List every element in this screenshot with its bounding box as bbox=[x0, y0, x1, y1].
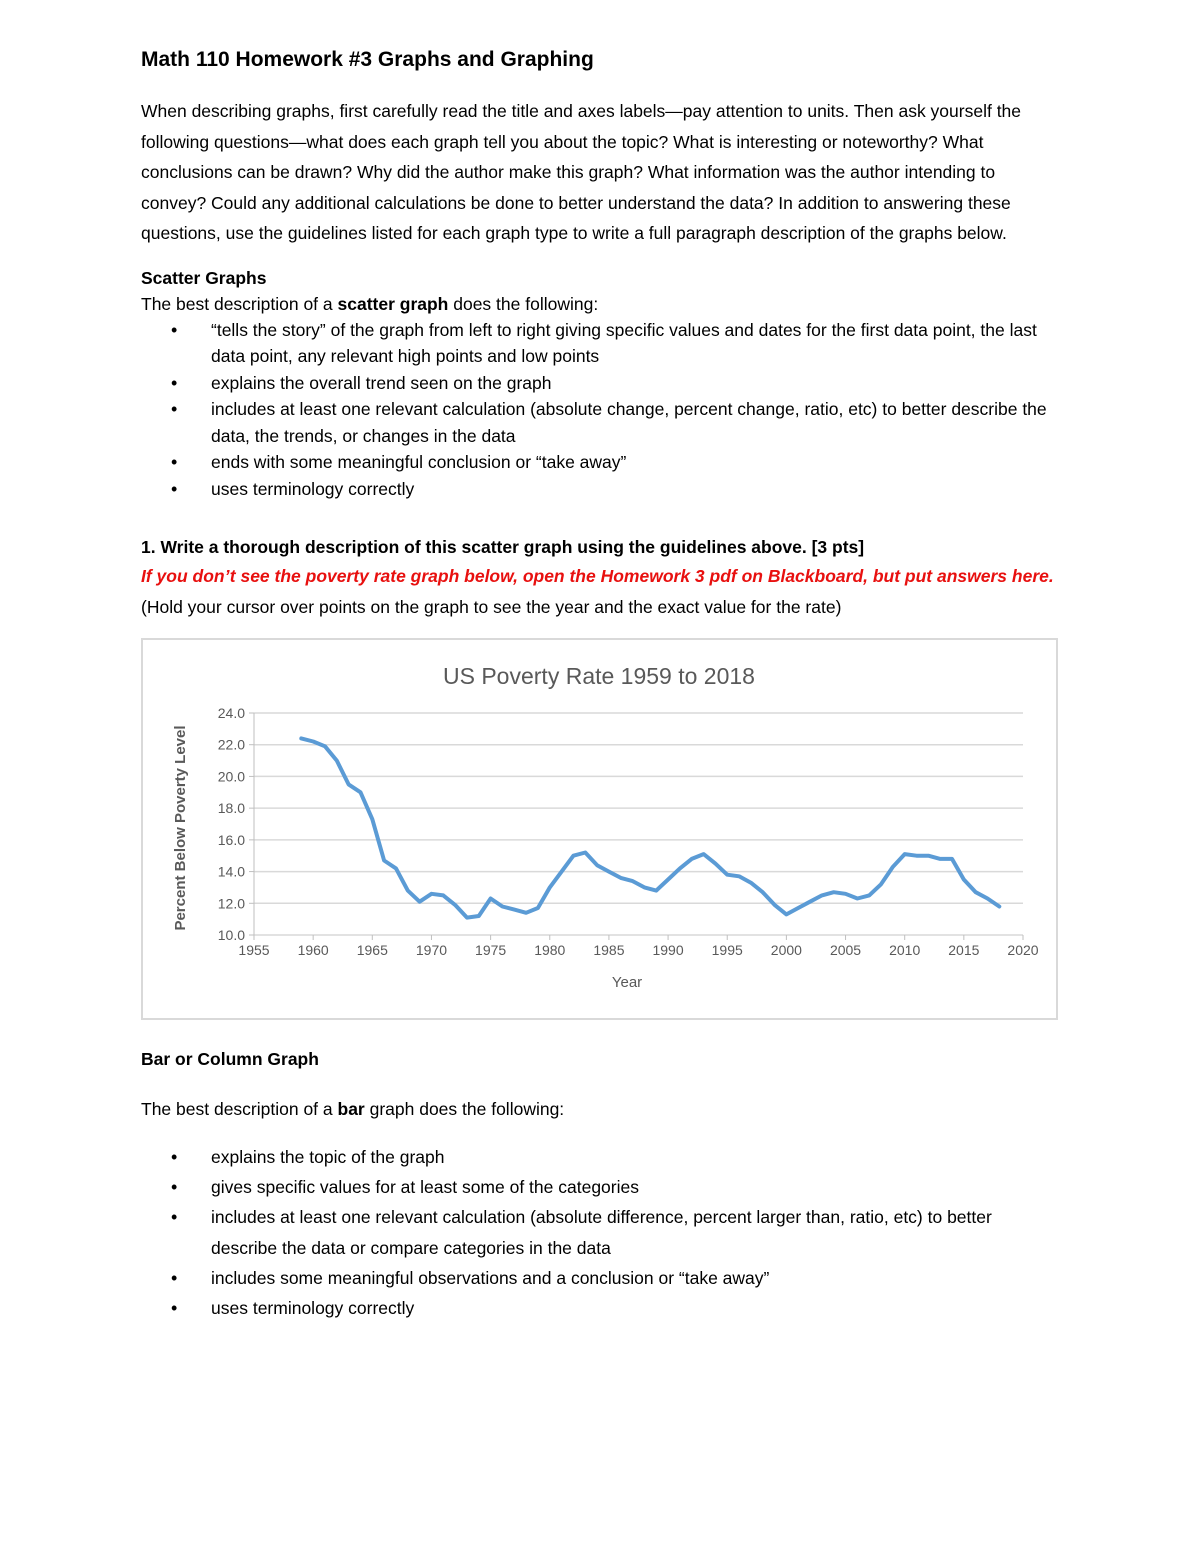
question-1: 1. Write a thorough description of this scatter graph using the guidelines above. [3 pts] bbox=[141, 537, 865, 557]
data-point[interactable] bbox=[747, 879, 755, 887]
scatter-guidelines bbox=[141, 317, 1061, 503]
poverty-chart[interactable] bbox=[141, 638, 1058, 1020]
bar-guidelines bbox=[141, 1142, 1061, 1323]
bar-section bbox=[141, 1046, 1061, 1323]
data-point[interactable] bbox=[356, 788, 364, 796]
data-point[interactable] bbox=[392, 864, 400, 872]
data-point[interactable] bbox=[629, 877, 637, 885]
data-point[interactable] bbox=[451, 901, 459, 909]
list-item: • uses terminology correctly bbox=[141, 1293, 1061, 1323]
data-point[interactable] bbox=[345, 780, 353, 788]
data-point[interactable] bbox=[534, 904, 542, 912]
chart-svg[interactable] bbox=[143, 640, 1056, 1018]
data-point[interactable] bbox=[664, 876, 672, 884]
scatter-section bbox=[141, 265, 1061, 503]
list-item: • “tells the story” of the graph from left to right giving specific values and dates for the first data point, the last data point, any relevant high points and low points bbox=[141, 317, 1061, 370]
scatter-lead: The best description of a scatter graph does the following: bbox=[141, 293, 599, 314]
data-point[interactable] bbox=[404, 887, 412, 895]
data-point[interactable] bbox=[652, 887, 660, 895]
data-point[interactable] bbox=[735, 872, 743, 880]
list-item: • uses terminology correctly bbox=[141, 476, 1061, 503]
x-tick-label: 2005 bbox=[829, 942, 862, 958]
data-point[interactable] bbox=[593, 861, 601, 869]
document-page bbox=[141, 46, 1061, 1323]
data-point[interactable] bbox=[439, 891, 447, 899]
x-tick-label: 1975 bbox=[475, 942, 507, 958]
x-tick-label: 1970 bbox=[415, 942, 448, 958]
data-point[interactable] bbox=[427, 890, 435, 898]
data-point[interactable] bbox=[972, 888, 980, 896]
data-point[interactable] bbox=[487, 895, 495, 903]
x-tick-label: 1995 bbox=[711, 942, 743, 958]
list-item: • includes at least one relevant calculation (absolute change, percent change, ratio, etc) to better describe the data, the trends, or changes in the data bbox=[141, 396, 1061, 449]
data-point[interactable] bbox=[782, 910, 790, 918]
x-tick-label: 1980 bbox=[534, 942, 566, 958]
data-point[interactable] bbox=[380, 856, 388, 864]
data-point[interactable] bbox=[924, 852, 932, 860]
list-item: • includes some meaningful observations and a conclusion or “take away” bbox=[141, 1263, 1061, 1293]
x-tick-label: 1955 bbox=[238, 942, 270, 958]
y-tick-label: 16.0 bbox=[217, 831, 245, 848]
list-item: • explains the overall trend seen on the graph bbox=[141, 370, 1061, 397]
data-point[interactable] bbox=[818, 891, 826, 899]
data-point[interactable] bbox=[948, 855, 956, 863]
y-tick-label: 10.0 bbox=[217, 927, 245, 943]
data-point[interactable] bbox=[711, 860, 719, 868]
data-point[interactable] bbox=[723, 871, 731, 879]
data-point[interactable] bbox=[688, 855, 696, 863]
data-point[interactable] bbox=[676, 864, 684, 872]
data-point[interactable] bbox=[806, 898, 814, 906]
list-item: • includes at least one relevant calculation (absolute difference, percent larger than, ratio, etc) to better describe the data or compare categories in the data bbox=[141, 1202, 1061, 1262]
list-item: • gives specific values for at least some of the categories bbox=[141, 1172, 1061, 1202]
x-tick-label: 2015 bbox=[948, 942, 980, 958]
data-point[interactable] bbox=[546, 883, 554, 891]
data-point[interactable] bbox=[984, 895, 992, 903]
data-point[interactable] bbox=[759, 888, 767, 896]
data-point[interactable] bbox=[700, 850, 708, 858]
intro-paragraph: When describing graphs, first carefully read the title and axes labels—pay attention to units. Then ask yourself the following questions—what does each graph tell you about the topic? What is interesting or noteworthy? What conclusions can be drawn? Why did the author make this graph? What information was the author intending to convey? Could any additional calculations be done to better understand the data? In addition to answering these questions, use the guidelines listed for each graph type to write a full paragraph description of the graphs below. bbox=[141, 101, 1022, 243]
x-tick-label: 1965 bbox=[356, 942, 388, 958]
chart-series[interactable] bbox=[297, 734, 1003, 921]
x-axis-label: Year bbox=[611, 974, 643, 991]
x-tick-label: 1960 bbox=[297, 942, 329, 958]
x-tick-label: 2010 bbox=[889, 942, 921, 958]
data-point[interactable] bbox=[617, 874, 625, 882]
data-point[interactable] bbox=[936, 855, 944, 863]
data-point[interactable] bbox=[297, 734, 305, 742]
data-point[interactable] bbox=[877, 880, 885, 888]
y-tick-label: 24.0 bbox=[217, 705, 245, 721]
data-point[interactable] bbox=[463, 914, 471, 922]
scatter-heading: Scatter Graphs bbox=[141, 267, 267, 288]
y-axis-label: Percent Below Poverty Level bbox=[172, 725, 189, 931]
data-point[interactable] bbox=[771, 901, 779, 909]
chart-grid bbox=[254, 713, 1023, 935]
data-point[interactable] bbox=[510, 906, 518, 914]
chart-ticks bbox=[218, 705, 1039, 958]
data-point[interactable] bbox=[913, 852, 921, 860]
data-point[interactable] bbox=[995, 902, 1003, 910]
data-point[interactable] bbox=[569, 852, 577, 860]
data-point[interactable] bbox=[416, 898, 424, 906]
data-point[interactable] bbox=[889, 863, 897, 871]
data-point[interactable] bbox=[640, 883, 648, 891]
y-tick-label: 22.0 bbox=[217, 736, 245, 753]
hover-hint: (Hold your cursor over points on the graph to see the year and the exact value for the rate) bbox=[141, 597, 842, 617]
list-item: • ends with some meaningful conclusion or “take away” bbox=[141, 449, 1061, 476]
x-tick-label: 2000 bbox=[770, 942, 802, 958]
data-point[interactable] bbox=[558, 868, 566, 876]
data-point[interactable] bbox=[368, 815, 376, 823]
x-tick-label: 1990 bbox=[652, 942, 684, 958]
chart-title: US Poverty Rate 1959 to 2018 bbox=[443, 663, 755, 689]
y-tick-label: 20.0 bbox=[217, 768, 245, 785]
data-point[interactable] bbox=[498, 902, 506, 910]
data-point[interactable] bbox=[853, 895, 861, 903]
list-item: • explains the topic of the graph bbox=[141, 1142, 1061, 1172]
data-point[interactable] bbox=[901, 850, 909, 858]
y-tick-label: 18.0 bbox=[217, 800, 245, 817]
data-point[interactable] bbox=[794, 904, 802, 912]
bar-lead: The best description of a bar graph does the following: bbox=[141, 1099, 565, 1119]
warning-note: If you don’t see the poverty rate graph below, open the Homework 3 pdf on Blackboard, but put answers here. bbox=[141, 566, 1054, 586]
data-point[interactable] bbox=[475, 912, 483, 920]
x-tick-label: 2020 bbox=[1007, 942, 1039, 958]
data-point[interactable] bbox=[865, 891, 873, 899]
data-point[interactable] bbox=[581, 849, 589, 857]
data-point[interactable] bbox=[309, 738, 317, 746]
data-point[interactable] bbox=[842, 890, 850, 898]
y-tick-label: 12.0 bbox=[217, 895, 245, 912]
data-point[interactable] bbox=[522, 909, 530, 917]
data-point[interactable] bbox=[830, 888, 838, 896]
page-title: Math 110 Homework #3 Graphs and Graphing bbox=[141, 48, 594, 71]
data-point[interactable] bbox=[605, 868, 613, 876]
x-tick-label: 1985 bbox=[593, 942, 625, 958]
data-point[interactable] bbox=[333, 757, 341, 765]
data-point[interactable] bbox=[960, 876, 968, 884]
bar-heading: Bar or Column Graph bbox=[141, 1049, 319, 1069]
data-point[interactable] bbox=[321, 742, 329, 750]
y-tick-label: 14.0 bbox=[217, 863, 245, 880]
